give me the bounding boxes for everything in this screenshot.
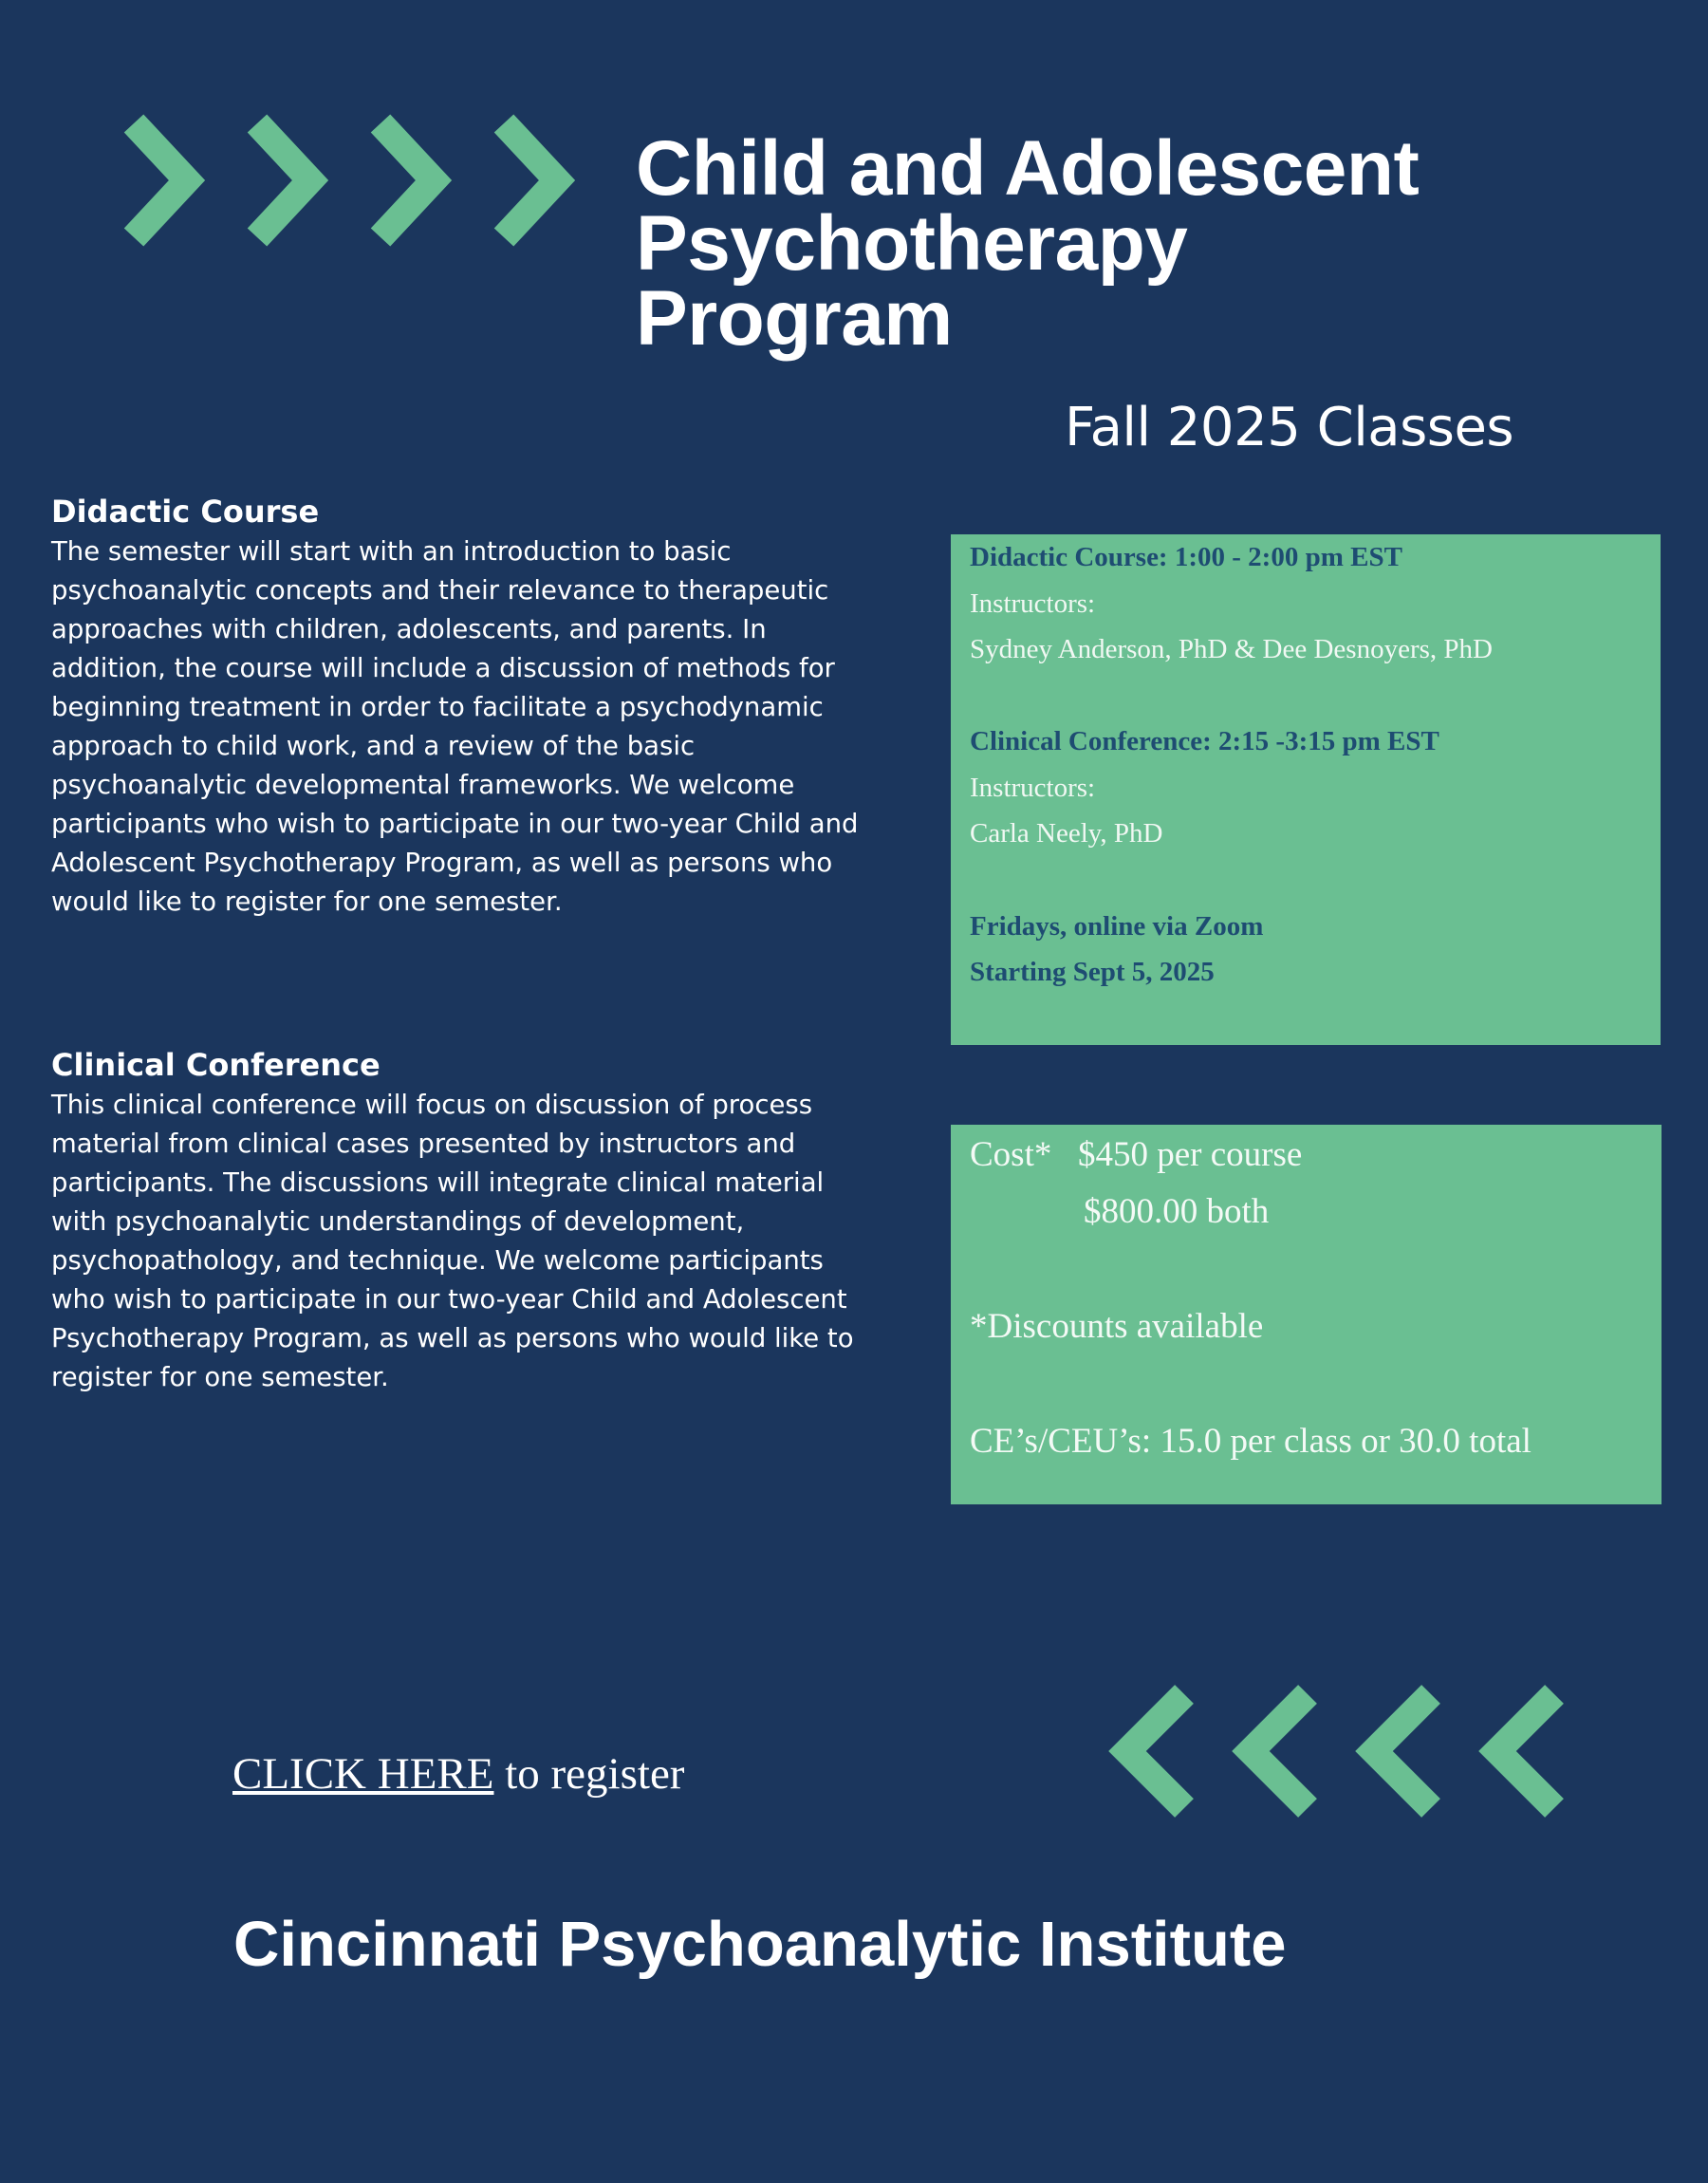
body-line: participants. The discussions will integrate clinical material [51,1167,825,1198]
chevron-right-icon [134,123,187,237]
cost-box [951,1125,1662,1504]
chevron-left-icons [1101,1680,1575,1822]
body-line: addition, the course will include a discussion of methods for [51,653,835,683]
clinical-body [51,1086,905,1397]
footer-chevrons [1101,1680,1575,1822]
clinical-instructors-label: Instructors: [970,773,1096,803]
body-line: psychoanalytic concepts and their relevance to therapeutic [51,575,829,606]
title-line-1: Child and Adolescent [636,125,1420,212]
didactic-instructors: Sydney Anderson, PhD & Dee Desnoyers, PhD [970,634,1493,664]
chevron-right-icon [381,123,434,237]
chevron-left-icon [1251,1694,1308,1808]
meeting-days: Fridays, online via Zoom [970,911,1264,942]
register-line [232,1748,684,1800]
chevron-right-icons [119,109,593,252]
body-line: material from clinical cases presented by instructors and [51,1129,796,1159]
cost-label: Cost* [970,1135,1052,1174]
title-line-2: Psychotherapy [636,200,1188,287]
discounts-note: *Discounts available [970,1307,1264,1346]
body-line: approach to child work, and a review of the basic [51,731,696,761]
clinical-section [51,1047,905,1397]
register-suffix: to register [493,1749,685,1799]
body-line: register for one semester. [51,1362,389,1392]
ce-credits: CE’s/CEU’s: 15.0 per class or 30.0 total [970,1422,1532,1461]
didactic-heading: Didactic Course [51,494,320,530]
chevron-left-icon [1127,1694,1184,1808]
body-line: would like to register for one semester. [51,886,563,917]
clinical-instructors: Carla Neely, PhD [970,818,1163,849]
didactic-instructors-label: Instructors: [970,588,1096,619]
clinical-heading: Clinical Conference [51,1047,381,1083]
click-here-link[interactable]: CLICK HERE [232,1749,494,1799]
chevron-right-icon [504,123,557,237]
body-line: This clinical conference will focus on discussion of process [51,1090,813,1120]
didactic-section [51,494,905,922]
chevron-left-icon [1497,1694,1554,1808]
start-date: Starting Sept 5, 2025 [970,957,1215,987]
body-line: psychopathology, and technique. We welcome participants [51,1245,824,1276]
body-line: with psychoanalytic understandings of development, [51,1206,745,1237]
body-line: The semester will start with an introduction to basic [51,536,732,567]
cost-both: $800.00 both [1084,1192,1270,1231]
title-line-3: Program [636,275,953,362]
body-line: approaches with children, adolescents, and parents. In [51,614,767,644]
body-line: participants who wish to participate in our two-year Child and [51,809,859,839]
program-title [636,125,1632,362]
didactic-time: Didactic Course: 1:00 - 2:00 pm EST [970,542,1402,572]
institute-name: Cincinnati Psychoanalytic Institute [233,1909,1287,1980]
semester-subtitle: Fall 2025 Classes [1065,397,1514,458]
schedule-box [951,534,1661,1045]
body-line: who wish to participate in our two-year Child and Adolescent [51,1284,847,1315]
body-line: beginning treatment in order to facilitate a psychodynamic [51,692,824,722]
body-line: Adolescent Psychotherapy Program, as well as persons who [51,848,833,878]
clinical-time: Clinical Conference: 2:15 -3:15 pm EST [970,726,1439,756]
chevron-left-icon [1374,1694,1431,1808]
body-line: psychoanalytic developmental frameworks. We welcome [51,770,795,800]
body-line: Psychotherapy Program, as well as persons who would like to [51,1323,854,1353]
cost-per-course: $450 per course [1078,1135,1303,1174]
header-chevrons [119,109,593,252]
chevron-right-icon [257,123,310,237]
didactic-body [51,532,905,922]
